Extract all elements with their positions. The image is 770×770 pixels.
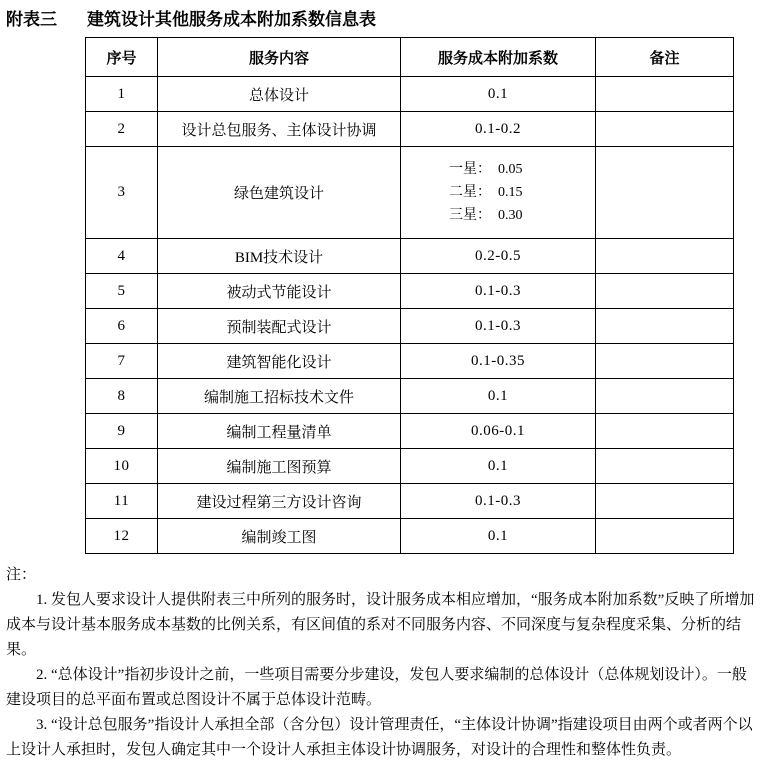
remark-cell	[596, 344, 734, 379]
notes-label: 注：	[6, 567, 37, 583]
coefficient-cell: 0.1-0.35	[401, 344, 596, 379]
table-row	[86, 112, 734, 147]
table-row	[86, 379, 734, 414]
remark-cell	[596, 484, 734, 519]
table-row	[86, 239, 734, 274]
service-cell: 被动式节能设计	[158, 274, 401, 309]
coefficient-cell: 0.06-0.1	[401, 414, 596, 449]
coefficient-cell: 0.1	[401, 449, 596, 484]
notes-section	[6, 563, 760, 763]
remark-cell	[596, 147, 734, 239]
service-cell: 编制工程量清单	[158, 414, 401, 449]
document-title	[6, 8, 760, 32]
row-no-cell: 9	[86, 414, 158, 449]
star-rating-line: 三星： 0.30	[449, 208, 523, 223]
header-service: 服务内容	[158, 38, 401, 77]
row-no-cell: 5	[86, 274, 158, 309]
table-title: 建筑设计其他服务成本附加系数信息表	[87, 10, 376, 29]
row-no-cell: 11	[86, 484, 158, 519]
service-cell: 编制施工图预算	[158, 449, 401, 484]
service-cell: 绿色建筑设计	[158, 147, 401, 239]
remark-cell	[596, 239, 734, 274]
coefficient-cell: 0.1-0.3	[401, 484, 596, 519]
service-cell: 编制施工招标技术文件	[158, 379, 401, 414]
coefficient-cell: 0.1	[401, 77, 596, 112]
table-header-row	[86, 38, 734, 77]
service-cell: BIM技术设计	[158, 239, 401, 274]
row-no-cell: 1	[86, 77, 158, 112]
appendix-label: 附表三	[6, 10, 57, 29]
coefficient-cell: 0.1	[401, 519, 596, 554]
table-row	[86, 484, 734, 519]
table-row	[86, 77, 734, 112]
row-no-cell: 6	[86, 309, 158, 344]
row-no-cell: 3	[86, 147, 158, 239]
star-rating-line: 一星： 0.05	[449, 162, 523, 177]
remark-cell	[596, 309, 734, 344]
header-no: 序号	[86, 38, 158, 77]
coefficient-cell: 0.1	[401, 379, 596, 414]
remark-cell	[596, 77, 734, 112]
coefficient-cell: 0.1-0.2	[401, 112, 596, 147]
remark-cell	[596, 112, 734, 147]
note-item-2: 2. “总体设计”指初步设计之前，一些项目需要分步建设，发包人要求编制的总体设计（总体规划设计）。一般建设项目的总平面布置或总图设计不属于总体设计范畴。	[6, 667, 747, 708]
service-cell: 编制竣工图	[158, 519, 401, 554]
service-cell: 建设过程第三方设计咨询	[158, 484, 401, 519]
remark-cell	[596, 414, 734, 449]
row-no-cell: 4	[86, 239, 158, 274]
row-no-cell: 2	[86, 112, 158, 147]
service-cell: 总体设计	[158, 77, 401, 112]
header-coefficient: 服务成本附加系数	[401, 38, 596, 77]
remark-cell	[596, 379, 734, 414]
service-cell: 设计总包服务、主体设计协调	[158, 112, 401, 147]
table-row	[86, 414, 734, 449]
note-item-3: 3. “设计总包服务”指设计人承担全部（含分包）设计管理责任，“主体设计协调”指建设项目由两个或者两个以上设计人承担时，发包人确定其中一个设计人承担主体设计协调服务，对设计的合理性和整体性负责。	[6, 717, 753, 758]
service-cell: 预制装配式设计	[158, 309, 401, 344]
note-item-1: 1. 发包人要求设计人提供附表三中所列的服务时，设计服务成本相应增加，“服务成本附加系数”反映了所增加成本与设计基本服务成本基数的比例关系，有区间值的系对不同服务内容、不同深度与复杂程度采集、分析的结果。	[6, 592, 755, 658]
remark-cell	[596, 274, 734, 309]
header-remark: 备注	[596, 38, 734, 77]
coefficient-cell	[401, 147, 596, 239]
table-row	[86, 519, 734, 554]
row-no-cell: 7	[86, 344, 158, 379]
coefficient-cell: 0.1-0.3	[401, 309, 596, 344]
remark-cell	[596, 519, 734, 554]
remark-cell	[596, 449, 734, 484]
table-row	[86, 344, 734, 379]
coefficient-cell: 0.2-0.5	[401, 239, 596, 274]
row-no-cell: 10	[86, 449, 158, 484]
row-no-cell: 8	[86, 379, 158, 414]
table-row	[86, 147, 734, 239]
table-row	[86, 274, 734, 309]
coefficient-cell: 0.1-0.3	[401, 274, 596, 309]
star-rating-line: 二星： 0.15	[449, 185, 523, 200]
row-no-cell: 12	[86, 519, 158, 554]
table-row	[86, 449, 734, 484]
coefficient-table	[85, 37, 734, 554]
table-row	[86, 309, 734, 344]
service-cell: 建筑智能化设计	[158, 344, 401, 379]
